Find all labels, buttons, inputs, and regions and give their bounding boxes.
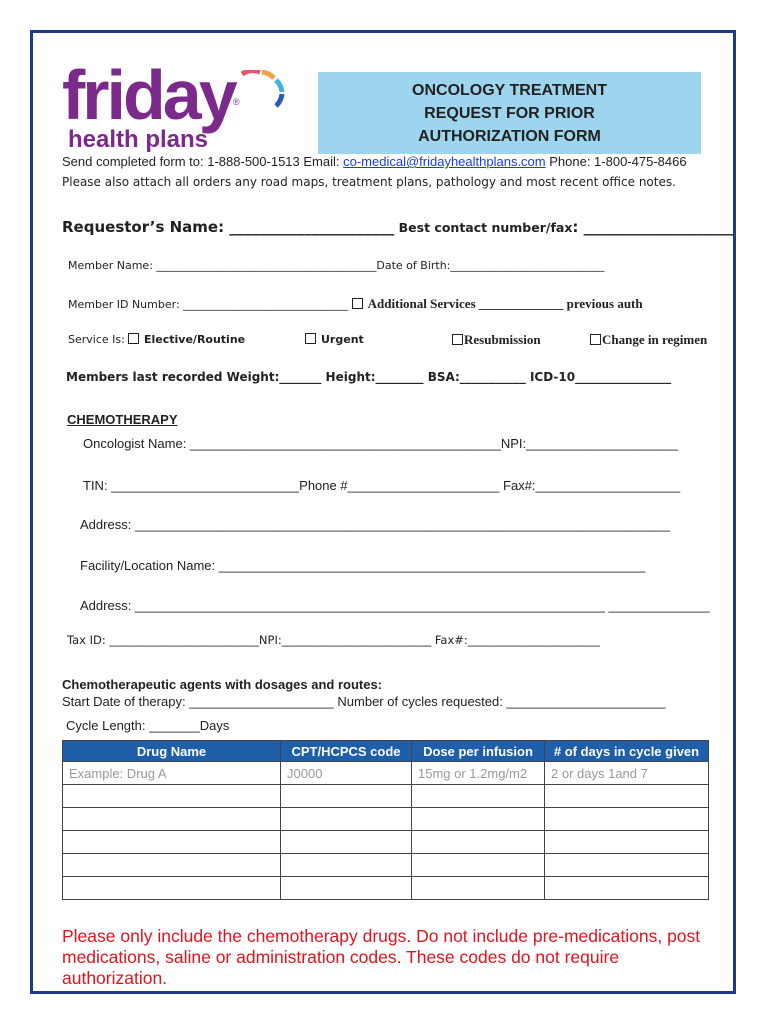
table-header-row bbox=[63, 741, 709, 762]
tin-row[interactable]: TIN: __________________________Phone #_____________________ Fax#:____________________ bbox=[83, 478, 681, 493]
title-line-1: ONCOLOGY TREATMENT bbox=[412, 81, 607, 99]
address-row-1[interactable]: Address: __________________________________________________________________________ bbox=[80, 517, 670, 532]
service-resubmission[interactable] bbox=[452, 332, 541, 348]
taxid-row[interactable]: Tax ID: __________________________NPI:__________________________ Fax#:_______________________ bbox=[67, 633, 601, 647]
logo-arc-icon bbox=[240, 70, 326, 112]
table-cell[interactable] bbox=[545, 854, 709, 877]
member-name-row[interactable]: Member Name: ________________________________________Date of Birth:____________________________ bbox=[68, 259, 605, 272]
friday-logo bbox=[62, 56, 262, 160]
facility-row[interactable]: Facility/Location Name: ___________________________________________________________ bbox=[80, 558, 646, 573]
contact-label: Best contact number/fax bbox=[394, 220, 573, 235]
oncologist-row[interactable]: Oncologist Name: ___________________________________________NPI:_____________________ bbox=[83, 436, 678, 451]
example-cpt-code[interactable]: J0000 bbox=[281, 762, 412, 785]
requestor-name-field[interactable]: ______________________ bbox=[229, 218, 395, 236]
title-line-3: AUTHORIZATION FORM bbox=[418, 127, 601, 145]
table-row bbox=[63, 854, 709, 877]
logo-wordmark: friday bbox=[62, 56, 235, 134]
table-cell[interactable] bbox=[412, 808, 545, 831]
table-cell[interactable] bbox=[63, 877, 281, 900]
attach-instructions: Please also attach all orders any road maps, treatment plans, pathology and most recent office notes. bbox=[62, 175, 676, 189]
requestor-row bbox=[62, 218, 734, 236]
contact-field[interactable]: ____________________ bbox=[583, 218, 734, 236]
urgent-checkbox[interactable] bbox=[305, 333, 316, 344]
member-id-field[interactable]: Member ID Number: ______________________________ bbox=[68, 298, 352, 311]
table-row bbox=[63, 831, 709, 854]
table-cell[interactable] bbox=[63, 785, 281, 808]
additional-services-label: Additional Services _____________ previous auth bbox=[367, 296, 643, 311]
logo-registered-mark: ® bbox=[233, 97, 240, 107]
send-suffix: Phone: 1-800-475-8466 bbox=[545, 154, 687, 169]
urgent-label: Urgent bbox=[321, 333, 364, 346]
table-cell[interactable] bbox=[412, 785, 545, 808]
example-dose[interactable]: 15mg or 1.2mg/m2 bbox=[412, 762, 545, 785]
header-days-in-cycle: # of days in cycle given bbox=[545, 741, 709, 762]
warning-note: Please only include the chemotherapy drugs. Do not include pre-medications, post medications, saline or administration codes. These codes do not require authorization. bbox=[62, 926, 701, 988]
header-dose: Dose per infusion bbox=[412, 741, 545, 762]
table-cell[interactable] bbox=[545, 877, 709, 900]
elective-checkbox[interactable] bbox=[128, 333, 139, 344]
table-cell[interactable] bbox=[63, 854, 281, 877]
table-cell[interactable] bbox=[412, 831, 545, 854]
change-label: Change in regimen bbox=[602, 332, 708, 347]
table-cell[interactable] bbox=[281, 877, 412, 900]
table-cell[interactable] bbox=[545, 831, 709, 854]
example-days[interactable]: 2 or days 1and 7 bbox=[545, 762, 709, 785]
drug-table bbox=[62, 740, 709, 900]
table-row bbox=[63, 785, 709, 808]
member-id-row bbox=[68, 296, 643, 312]
additional-services-checkbox[interactable] bbox=[352, 298, 363, 309]
header-cpt-code: CPT/HCPCS code bbox=[281, 741, 412, 762]
table-cell[interactable] bbox=[281, 785, 412, 808]
service-change[interactable] bbox=[590, 332, 707, 348]
table-cell[interactable] bbox=[63, 831, 281, 854]
header-drug-name: Drug Name bbox=[63, 741, 281, 762]
table-cell[interactable] bbox=[63, 808, 281, 831]
send-prefix: Send completed form to: 1-888-500-1513 Email: bbox=[62, 154, 344, 169]
table-cell[interactable] bbox=[281, 831, 412, 854]
start-date-row[interactable]: Start Date of therapy: ____________________ Number of cycles requested: ______________________ bbox=[62, 694, 666, 709]
table-row bbox=[63, 762, 709, 785]
weight-row[interactable]: Members last recorded Weight:_______ Height:________ BSA:___________ ICD-10________________ bbox=[66, 370, 672, 384]
cycle-length-row[interactable]: Cycle Length: _______Days bbox=[66, 718, 230, 733]
send-instructions bbox=[62, 154, 687, 169]
contact-colon: : bbox=[572, 218, 584, 236]
table-row bbox=[63, 808, 709, 831]
table-cell[interactable] bbox=[281, 808, 412, 831]
form-title-box bbox=[318, 72, 701, 154]
logo-subtitle: health plans bbox=[68, 126, 209, 153]
chemo-heading: CHEMOTHERAPY bbox=[67, 412, 178, 427]
change-checkbox[interactable] bbox=[590, 334, 601, 345]
table-cell[interactable] bbox=[412, 877, 545, 900]
service-urgent[interactable] bbox=[305, 333, 364, 346]
table-cell[interactable] bbox=[545, 808, 709, 831]
email-link[interactable]: co-medical@fridayhealthplans.com bbox=[343, 154, 546, 169]
service-label: Service Is: bbox=[68, 333, 125, 346]
requestor-name-label: Requestor’s Name: bbox=[62, 218, 230, 236]
table-cell[interactable] bbox=[412, 854, 545, 877]
elective-label: Elective/Routine bbox=[144, 333, 246, 346]
agents-heading: Chemotherapeutic agents with dosages and routes: bbox=[62, 677, 382, 692]
address-row-2[interactable]: Address: _________________________________________________________________ ______________ bbox=[80, 598, 710, 613]
title-line-2: REQUEST FOR PRIOR bbox=[424, 104, 595, 122]
table-row bbox=[63, 877, 709, 900]
resubmission-checkbox[interactable] bbox=[452, 334, 463, 345]
resubmission-label: Resubmission bbox=[464, 332, 541, 347]
example-drug-name[interactable]: Example: Drug A bbox=[63, 762, 281, 785]
table-cell[interactable] bbox=[281, 854, 412, 877]
service-elective[interactable] bbox=[128, 333, 245, 346]
table-cell[interactable] bbox=[545, 785, 709, 808]
